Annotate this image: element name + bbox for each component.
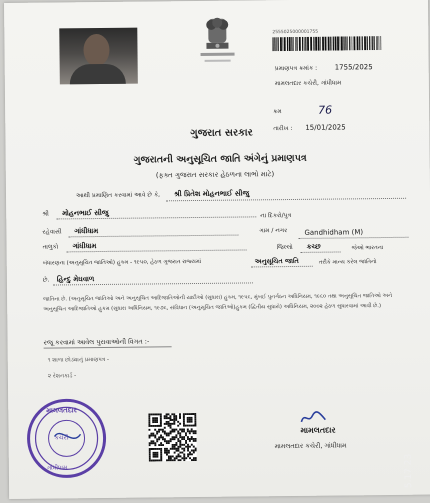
certificate-no-label: પ્રમાણપત્ર ક્રમાંક : xyxy=(274,64,318,73)
line-tail: તરીકે માન્ય કરેલ જાતિનો xyxy=(318,259,377,266)
father-prefix: શ્રી xyxy=(42,210,49,218)
certificate-no: 1755/2025 xyxy=(334,63,373,72)
seal-text-mid: કચેરી xyxy=(54,434,69,442)
issue-date: 15/01/2025 xyxy=(305,123,346,132)
case-number: 76 xyxy=(318,103,333,117)
village: Gandhidham (M) xyxy=(304,228,364,237)
intro-text: આથી પ્રમાણિત કરવામાં આવે છે કે, xyxy=(75,191,161,200)
officer-signature xyxy=(298,410,328,426)
barcode-number: 2555025000001755 xyxy=(272,29,319,36)
certificate-title: ગુજરાતની અનુસૂચિત જાતિ અંગેનું પ્રમાણપત્ર xyxy=(133,152,307,166)
district-label: જિલ્લો xyxy=(276,243,293,252)
state-label: જેઓ ભારતના xyxy=(351,245,384,252)
seal-text-top: મામલતદાર xyxy=(46,406,78,415)
district: કચ્છ xyxy=(306,242,321,251)
camera-stamp: 5.17 23 xyxy=(403,453,415,489)
state-emblem-icon xyxy=(194,15,241,75)
document-1: ૧ શાળા છોડ્યાનું પ્રમાણપત્ર - xyxy=(47,356,110,364)
document-2: ૨ રેશનકાર્ડ - xyxy=(47,373,77,380)
taluka: ગાંધીધામ xyxy=(72,242,97,251)
case-label: ક્રમ xyxy=(273,108,282,116)
date-label: તારીખ : xyxy=(273,124,293,133)
applicant-photo xyxy=(59,28,138,85)
certificate-subtitle: (ફક્ત ગુજરાત સરકાર હેઠળના લાભો માટે) xyxy=(155,170,275,180)
father-name: મોહનભાઈ સીજુ xyxy=(62,208,109,218)
officer-office: મામલતદાર કચેરી, ગાંધીધામ xyxy=(274,441,347,451)
officer-title: મામલતદાર xyxy=(300,425,336,435)
applicant-name: શ્રી પ્રિતેશ મોહનભાઈ સીજુ xyxy=(173,189,250,199)
documents-title: રજૂ કરવામાં આવેલ પુરાવાઓની વિગત :- xyxy=(43,337,150,347)
constitution-text: બંધારણના (અનુસૂચિત જાતિઓ) હુકમ - ૧૯૫૦, હેઠળ ગુજરાત રાજ્યમાં xyxy=(42,258,202,267)
legal-paragraph: જાતિના છે. (અનુસૂચિત જાતિઓ અને અનુસૂચિત આદિજાતિઓની યાદીઓ (સુધારા) હુકમ, ૧૯૫૬, મુંબઈ પુનર્ગઠન અધિનિયમ, ૧૯૬૦ તથા અનુસૂચિત જાતિઓ અને અનુસૂચિત આદિજાતિઓ હુકમ (સુધારા અધિનિયમ, ૧૯૭૬, સંવિધાન (અનુસૂચિત જાતિઓ)હુકમ (દ્વિતીય સુધારો) અધિનિયમ, ૨૦૦૨ હેઠળ સુધારવામાં આવી છે.) xyxy=(43,292,393,313)
govt-title: ગુજરાત સરકાર xyxy=(190,127,253,140)
office-top: મામલતદાર કચેરી, ગાંધીધામ xyxy=(274,79,342,88)
qr-code xyxy=(148,413,197,462)
caste-category: અનુસૂચિત જાતિ xyxy=(254,256,299,266)
village-label: ગામ / નગર xyxy=(259,227,288,235)
religion-label: છે. xyxy=(42,276,50,284)
residence: ગાંધીધામ xyxy=(74,227,99,236)
taluka-label: તાલુકો xyxy=(42,243,59,251)
barcode xyxy=(272,36,382,51)
certificate-page xyxy=(4,0,430,499)
residence-label: રહેવાસી xyxy=(42,228,62,236)
relation-label: ના દિકરો/પુત્ર xyxy=(260,212,292,220)
religion-caste: હિન્દુ મેઘવાળ xyxy=(56,275,95,284)
seal-text-bottom: ગાંધીધામ xyxy=(46,464,68,472)
